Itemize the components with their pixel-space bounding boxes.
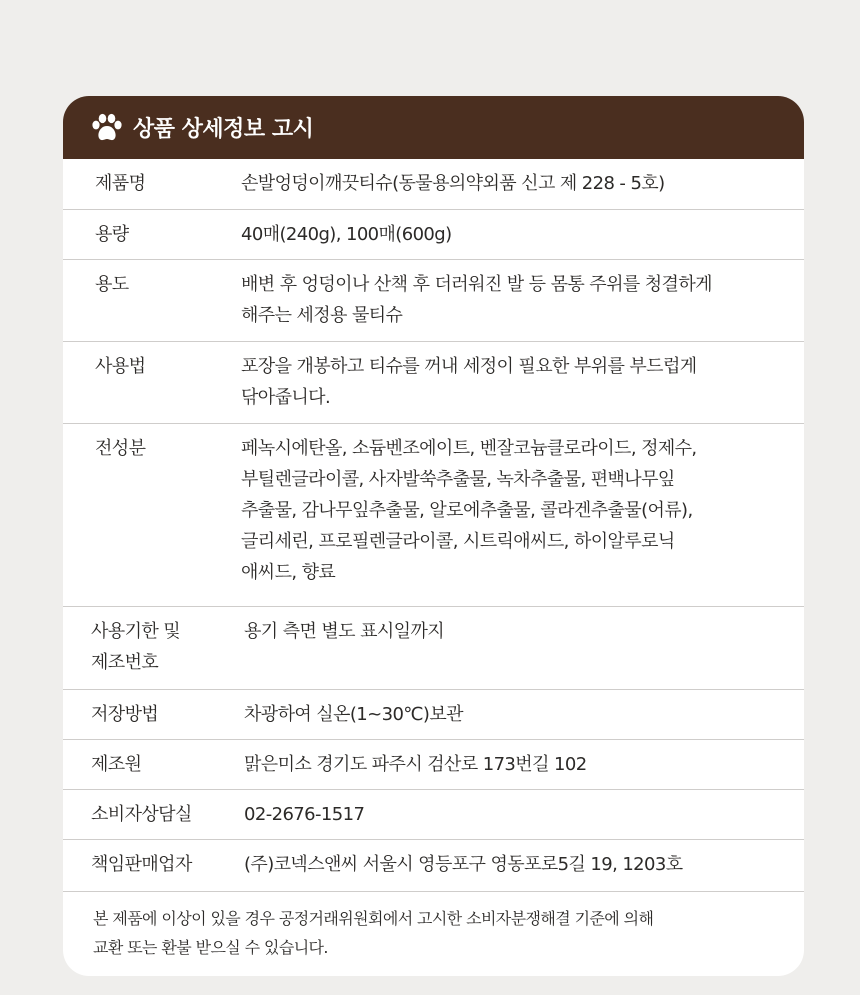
row-value: (주)코넥스앤씨 서울시 영등포구 영동포로5길 19, 1203호	[244, 854, 683, 875]
row-value: 손발엉덩이깨끗티슈(동물용의약외품 신고 제 228 - 5호)	[241, 173, 665, 194]
paw-icon	[91, 113, 123, 143]
card-header	[63, 96, 804, 159]
row-label: 사용기한 및 제조번호	[91, 621, 181, 673]
table-row	[63, 210, 804, 260]
row-label: 용도	[95, 274, 129, 295]
row-value: 배변 후 엉덩이나 산책 후 더러워진 발 등 몸통 주위를 청결하게 해주는 세정용 물티슈	[241, 274, 712, 326]
table-row	[63, 740, 804, 790]
product-info-card	[63, 96, 804, 976]
table-row	[63, 260, 804, 342]
info-table	[63, 159, 804, 892]
table-row	[63, 790, 804, 840]
table-row	[63, 690, 804, 740]
row-label: 책임판매업자	[91, 854, 192, 875]
row-label: 소비자상담실	[91, 804, 192, 825]
table-row	[63, 607, 804, 690]
row-label: 제조원	[91, 754, 142, 775]
row-label: 저장방법	[91, 704, 159, 725]
row-value: 용기 측면 별도 표시일까지	[244, 621, 445, 642]
row-value: 포장을 개봉하고 티슈를 꺼내 세정이 필요한 부위를 부드럽게 닦아줍니다.	[241, 356, 697, 408]
table-row	[63, 159, 804, 210]
row-value: 02-2676-1517	[244, 804, 365, 825]
page-title: 상품 상세정보 고시	[133, 117, 314, 142]
row-value: 맑은미소 경기도 파주시 검산로 173번길 102	[244, 754, 587, 775]
row-label: 사용법	[95, 356, 146, 377]
table-row	[63, 342, 804, 424]
row-label: 제품명	[95, 173, 146, 194]
row-value: 차광하여 실온(1~30℃)보관	[244, 704, 463, 725]
row-label: 용량	[95, 224, 129, 245]
notice-text: 본 제품에 이상이 있을 경우 공정거래위원회에서 고시한 소비자분쟁해결 기준에 의해 교환 또는 환불 받으실 수 있습니다.	[93, 909, 654, 957]
row-value: 페녹시에탄올, 소듐벤조에이트, 벤잘코늄클로라이드, 정제수, 부틸렌글라이콜, 사자발쑥추출물, 녹차추출물, 편백나무잎 추출물, 감나무잎추출물, 알로에추출물, 콜라겐추출물(어류), 글리세린, 프로필렌글라이콜, 시트릭애씨드, 하이알루로닉 애씨드, 향료	[241, 438, 697, 583]
table-row	[63, 840, 804, 892]
row-value: 40매(240g), 100매(600g)	[241, 224, 452, 245]
table-row	[63, 424, 804, 607]
row-label: 전성분	[95, 438, 146, 459]
